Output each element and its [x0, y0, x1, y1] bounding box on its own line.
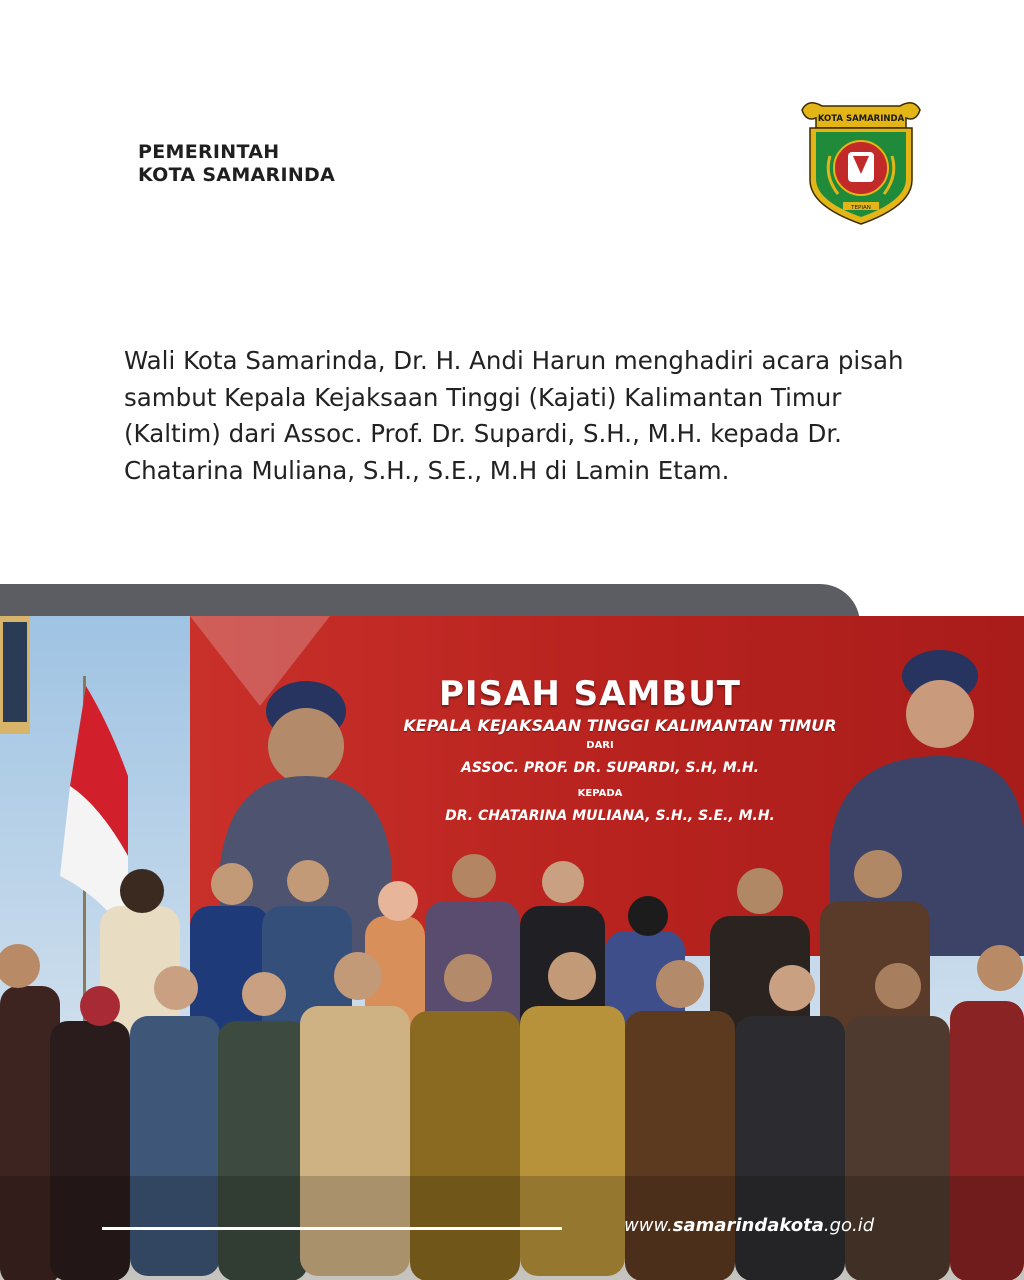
samarinda-logo [798, 96, 924, 228]
footer-website-link[interactable] [624, 1215, 874, 1236]
org-title [138, 141, 335, 187]
footer-divider [102, 1227, 562, 1230]
footer-url-domain: samarindakota [672, 1215, 824, 1236]
logo-motto: TEPIAN [851, 205, 871, 211]
event-photo [0, 616, 1024, 1280]
org-title-line2: KOTA SAMARINDA [138, 164, 336, 186]
footer-url-prefix: www. [624, 1215, 673, 1236]
banner-subtitle: KEPALA KEJAKSAAN TINGGI KALIMANTAN TIMUR [403, 716, 837, 735]
banner-name-from: ASSOC. PROF. DR. SUPARDI, S.H, M.H. [461, 760, 759, 776]
banner-to-label: KEPADA [577, 788, 623, 799]
org-title-line1: PEMERINTAH [138, 141, 280, 163]
banner-name-to: DR. CHATARINA MULIANA, S.H., S.E., M.H. [445, 808, 775, 824]
banner-title: PISAH SAMBUT [438, 674, 741, 714]
footer-url-suffix: .go.id [823, 1215, 875, 1236]
logo-label: KOTA SAMARINDA [817, 114, 905, 124]
banner-from-label: DARI [586, 740, 614, 751]
news-caption: Wali Kota Samarinda, Dr. H. Andi Harun menghadiri acara pisah sambut Kepala Kejaksaan Tinggi (Kajati) Kalimantan Timur (Kaltim) dari Assoc. Prof. Dr. Supardi, S.H., M.H. kepada Dr. Chatarina Muliana, S.H., S.E., M.H di Lamin Etam. [124, 346, 904, 485]
